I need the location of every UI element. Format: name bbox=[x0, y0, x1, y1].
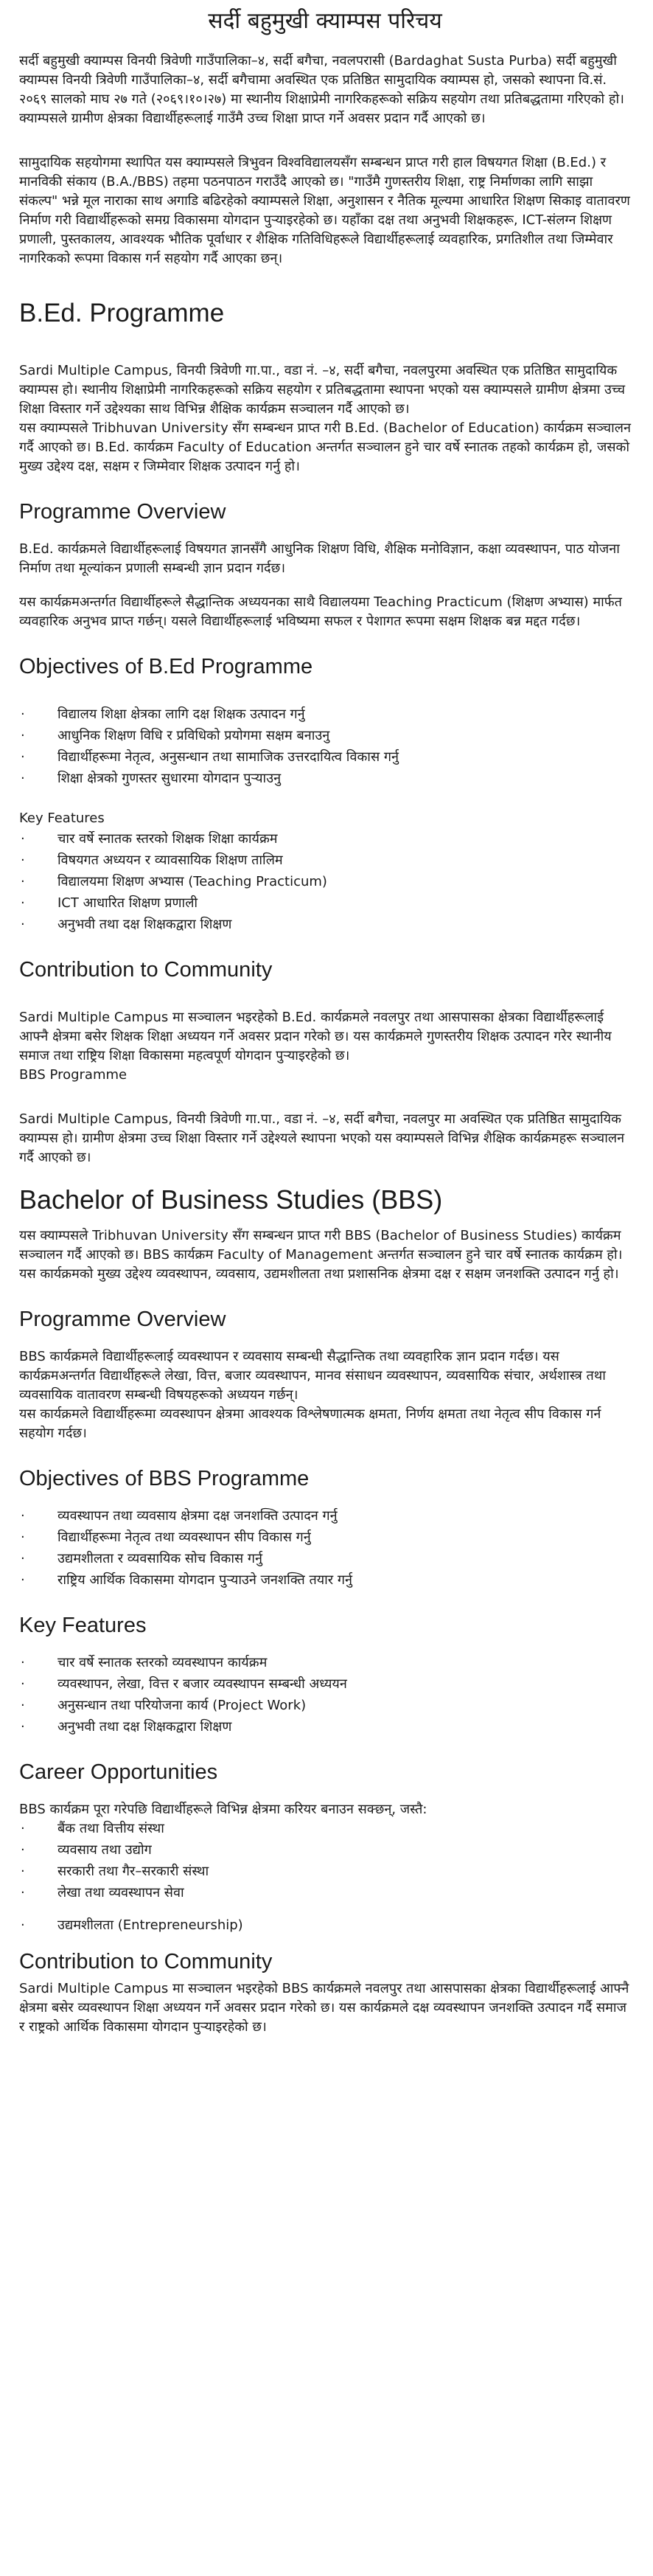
list-item: · आधुनिक शिक्षण विधि र प्रविधिको प्रयोगमा सक्षम बनाउनु bbox=[19, 726, 631, 746]
bullet-icon: · bbox=[21, 1719, 25, 1735]
list-item: · शिक्षा क्षेत्रको गुणस्तर सुधारमा योगदान पुऱ्याउनु bbox=[19, 769, 631, 788]
bed-features-label: Key Features bbox=[19, 810, 105, 826]
bullet-icon: · bbox=[21, 1551, 25, 1566]
bbs-intro-2: यस कार्यक्रमको मुख्य उद्देश्य व्यवस्थापन, व्यवसाय, उद्यमशीलता तथा प्रशासनिक क्षेत्रमा दक्ष र सक्षम जनशक्ति उत्पादन गर्नु हो। bbox=[19, 1266, 619, 1282]
bbs-objectives-list bbox=[19, 1507, 631, 1590]
bullet-icon: · bbox=[21, 728, 25, 743]
bbs-objectives-heading: Objectives of BBS Programme bbox=[19, 1467, 310, 1490]
bbs-career-intro: BBS कार्यक्रम पूरा गरेपछि विद्यार्थीहरूले विभिन्न क्षेत्रमा करियर बनाउन सक्छन्, जस्तै: bbox=[19, 1802, 427, 1817]
bullet-icon: · bbox=[21, 749, 25, 765]
list-item: · विद्यालय शिक्षा क्षेत्रका लागि दक्ष शिक्षक उत्पादन गर्नु bbox=[19, 705, 631, 724]
page-title: सर्दी बहुमुखी क्याम्पस परिचय bbox=[208, 8, 442, 34]
bbs-heading: Bachelor of Business Studies (BBS) bbox=[19, 1184, 443, 1215]
bbs-contribution-text: Sardi Multiple Campus मा सञ्चालन भइरहेको BBS कार्यक्रमले नवलपुर तथा आसपासका क्षेत्रका विद्यार्थीहरूलाई आफ्नै क्षेत्रमा बसेर व्यवस्थापन शिक्षा अध्ययन गर्ने अवसर प्रदान गरेको छ। यस कार्यक्रमले दक्ष व्यवस्थापन जनशक्ति उत्पादन गर्दै समाज र राष्ट्रको आर्थिक विकासमा योगदान पुऱ्याइरहेको छ। bbox=[19, 1981, 629, 2035]
bullet-icon: · bbox=[21, 1530, 25, 1545]
bbs-overview-1: BBS कार्यक्रमले विद्यार्थीहरूलाई व्यवस्थापन र व्यवसाय सम्बन्धी सैद्धान्तिक तथा व्यवहारिक ज्ञान प्रदान गर्दछ। यस कार्यक्रमअन्तर्गत विद्यार्थीहरूले लेखा, वित्त, बजार व्यवस्थापन, मानव संसाधन व्यवस्थापन, व्यवसायिक संचार, अर्थशास्त्र तथा व्यवसायिक वातावरण सम्बन्धी विषयहरूको अध्ययन गर्छन्। bbox=[19, 1349, 606, 1403]
list-item: · चार वर्षे स्नातक स्तरको शिक्षक शिक्षा कार्यक्रम bbox=[19, 830, 631, 849]
list-item: · अनुसन्धान तथा परियोजना कार्य (Project Work) bbox=[19, 1696, 631, 1715]
bbs-contribution-heading: Contribution to Community bbox=[19, 1950, 273, 1973]
bed-overview-1: B.Ed. कार्यक्रमले विद्यार्थीहरूलाई विषयगत ज्ञानसँगै आधुनिक शिक्षण विधि, शैक्षिक मनोविज्ञान, कक्षा व्यवस्थापन, पाठ योजना निर्माण तथा मूल्यांकन प्रणाली सम्बन्धी ज्ञान प्रदान गर्दछ। bbox=[19, 541, 620, 576]
list-item: · व्यवस्थापन, लेखा, वित्त र बजार व्यवस्थापन सम्बन्धी अध्ययन bbox=[19, 1675, 631, 1694]
bed-heading: B.Ed. Programme bbox=[19, 299, 225, 327]
list-item: · व्यवस्थापन तथा व्यवसाय क्षेत्रमा दक्ष जनशक्ति उत्पादन गर्नु bbox=[19, 1507, 631, 1526]
bed-overview-heading: Programme Overview bbox=[19, 500, 226, 524]
bullet-icon: · bbox=[21, 1698, 25, 1713]
list-item: · विषयगत अध्ययन र व्यावसायिक शिक्षण तालिम bbox=[19, 851, 631, 870]
list-item: · बैंक तथा वित्तीय संस्था bbox=[19, 1819, 631, 1839]
bullet-icon: · bbox=[21, 895, 25, 911]
bbs-features-list bbox=[19, 1653, 631, 1737]
intro-paragraph-1: सर्दी बहुमुखी क्याम्पस विनयी त्रिवेणी गाउँपालिका–४, सर्दी बगैचा, नवलपरासी (Bardaghat Susta Purba) सर्दी बहुमुखी क्याम्पस विनयी त्रिवेणी गाउँपालिका–४, सर्दी बगैचामा अवस्थित एक प्रतिष्ठित सामुदायिक क्याम्पस हो, जसको स्थापना वि.सं. २०६९ सालको माघ २७ गते (२०६९।१०।२७) मा स्थानीय शिक्षाप्रेमी नागरिकहरूको सक्रिय सहयोग तथा प्रतिबद्धतामा गरिएको हो। क्याम्पसले ग्रामीण क्षेत्रका विद्यार्थीहरूलाई गाउँमै उच्च शिक्षा प्राप्त गर्ने अवसर प्रदान गर्दै आएको छ। bbox=[19, 53, 624, 126]
bullet-icon: · bbox=[21, 1864, 25, 1879]
bed-contribution-text: Sardi Multiple Campus मा सञ्चालन भइरहेको B.Ed. कार्यक्रमले नवलपुर तथा आसपासका क्षेत्रका विद्यार्थीहरूलाई आफ्नै क्षेत्रमा बसेर शिक्षक शिक्षा अध्ययन गर्ने अवसर प्रदान गरेको छ। यस कार्यक्रमले गुणस्तरीय शिक्षक उत्पादन गरेर स्थानीय समाज तथा राष्ट्रिय शिक्षा विकासमा महत्वपूर्ण योगदान पुऱ्याइरहेको छ। bbox=[19, 1010, 612, 1063]
bullet-icon: · bbox=[21, 853, 25, 868]
bbs-intro-1: यस क्याम्पसले Tribhuvan University सँग सम्बन्धन प्राप्त गरी BBS (Bachelor of Business Studies) कार्यक्रम सञ्चालन गर्दै आएको छ। BBS कार्यक्रम Faculty of Management अन्तर्गत सञ्चालन हुने चार वर्षे स्नातक कार्यक्रम हो। bbox=[19, 1228, 623, 1263]
bullet-icon: · bbox=[21, 1821, 25, 1836]
bbs-career-list bbox=[19, 1819, 631, 1903]
bed-tail-paragraph: Sardi Multiple Campus, विनयी त्रिवेणी गा.पा., वडा नं. –४, सर्दी बगैचा, नवलपुर मा अवस्थित एक प्रतिष्ठित सामुदायिक क्याम्पस हो। ग्रामीण क्षेत्रमा उच्च शिक्षा विस्तार गर्ने उद्देश्यले स्थापना भएको यस क्याम्पसले विभिन्न शैक्षिक कार्यक्रमहरू सञ्चालन गर्दै आएको छ। bbox=[19, 1111, 625, 1165]
list-item: · अनुभवी तथा दक्ष शिक्षकद्वारा शिक्षण bbox=[19, 1718, 631, 1737]
bed-intro-1: Sardi Multiple Campus, विनयी त्रिवेणी गा.पा., वडा नं. –४, सर्दी बगैचा, नवलपुरमा अवस्थित एक प्रतिष्ठित सामुदायिक क्याम्पस हो। स्थानीय शिक्षाप्रेमी नागरिकहरूको सक्रिय सहयोग र प्रतिबद्धतामा स्थापना भएको यस क्याम्पसले ग्रामीण क्षेत्रमा उच्च शिक्षा विस्तार गर्ने उद्देश्यका साथ विभिन्न शैक्षिक कार्यक्रम सञ्चालन गर्दै आएको छ। bbox=[19, 363, 626, 417]
bed-overview-2: यस कार्यक्रमअन्तर्गत विद्यार्थीहरूले सैद्धान्तिक अध्ययनका साथै विद्यालयमा Teaching Practicum (शिक्षण अभ्यास) मार्फत व्यवहारिक अनुभव प्राप्त गर्छन्। यसले विद्यार्थीहरूलाई भविष्यमा सफल र पेशागत रूपमा सक्षम शिक्षक बन्न मद्दत गर्दछ। bbox=[19, 594, 622, 629]
list-item: · लेखा तथा व्यवस्थापन सेवा bbox=[19, 1884, 631, 1903]
bullet-icon: · bbox=[21, 917, 25, 932]
bullet-icon: · bbox=[21, 874, 25, 889]
list-item: · चार वर्षे स्नातक स्तरको व्यवस्थापन कार्यक्रम bbox=[19, 1653, 631, 1673]
list-item: · व्यवसाय तथा उद्योग bbox=[19, 1841, 631, 1860]
bullet-icon: · bbox=[21, 1572, 25, 1588]
bbs-overview-heading: Programme Overview bbox=[19, 1308, 226, 1331]
bed-objectives-list bbox=[19, 705, 631, 788]
list-item: · उद्यमशीलता र व्यवसायिक सोच विकास गर्नु bbox=[19, 1549, 631, 1569]
bullet-icon: · bbox=[21, 1842, 25, 1858]
bbs-overview-2: यस कार्यक्रमले विद्यार्थीहरूमा व्यवस्थापन क्षेत्रमा आवश्यक विश्लेषणात्मक क्षमता, निर्णय क्षमता तथा नेतृत्व सीप विकास गर्न सहयोग गर्दछ। bbox=[19, 1406, 601, 1441]
list-item: · राष्ट्रिय आर्थिक विकासमा योगदान पुऱ्याउने जनशक्ति तयार गर्नु bbox=[19, 1571, 631, 1590]
bbs-programme-label: BBS Programme bbox=[19, 1067, 128, 1083]
bed-objectives-heading: Objectives of B.Ed Programme bbox=[19, 655, 313, 678]
list-item: · ICT आधारित शिक्षण प्रणाली bbox=[19, 894, 631, 913]
bed-intro-2: यस क्याम्पसले Tribhuvan University सँग सम्बन्धन प्राप्त गरी B.Ed. (Bachelor of Education) कार्यक्रम सञ्चालन गर्दै आएको छ। B.Ed. कार्यक्रम Faculty of Education अन्तर्गत सञ्चालन हुने चार वर्षे स्नातक तहको कार्यक्रम हो, जसको मुख्य उद्देश्य दक्ष, सक्षम र जिम्मेवार शिक्षक उत्पादन गर्नु हो। bbox=[19, 420, 631, 474]
bullet-icon: · bbox=[21, 1655, 25, 1670]
list-item: · विद्यार्थीहरूमा नेतृत्व तथा व्यवस्थापन सीप विकास गर्नु bbox=[19, 1528, 631, 1547]
bed-contribution-heading: Contribution to Community bbox=[19, 958, 273, 982]
bbs-features-heading: Key Features bbox=[19, 1614, 147, 1637]
list-item: · अनुभवी तथा दक्ष शिक्षकद्वारा शिक्षण bbox=[19, 915, 631, 934]
bullet-icon: · bbox=[21, 1885, 25, 1900]
bbs-career-extra: · उद्यमशीलता (Entrepreneurship) bbox=[19, 1916, 631, 1935]
intro-paragraph-2: सामुदायिक सहयोगमा स्थापित यस क्याम्पसले त्रिभुवन विश्वविद्यालयसँग सम्बन्धन प्राप्त गरी हाल विषयगत शिक्षा (B.Ed.) र मानविकी संकाय (B.A./BBS) तहमा पठनपाठन गराउँदै आएको छ। "गाउँमै गुणस्तरीय शिक्षा, राष्ट्र निर्माणका लागि साझा संकल्प" भन्ने मूल नाराका साथ अगाडि बढिरहेको क्याम्पसले शिक्षा, अनुशासन र नैतिक मूल्यमा आधारित शिक्षण सिकाइ वातावरण निर्माण गरी विद्यार्थीहरूको समग्र विकासमा योगदान पुऱ्याइरहेको छ। यहाँका दक्ष तथा अनुभवी शिक्षकहरू, ICT-संलग्न शिक्षण प्रणाली, पुस्तकालय, आवश्यक भौतिक पूर्वाधार र शैक्षिक गतिविधिहरूले विद्यार्थीहरूलाई व्यवहारिक, प्रगतिशील तथा जिम्मेवार नागरिकको रूपमा विकास गर्न सहयोग गर्दै आएका छन्। bbox=[19, 155, 630, 266]
bbs-career-heading: Career Opportunities bbox=[19, 1760, 218, 1784]
list-item: · सरकारी तथा गैर–सरकारी संस्था bbox=[19, 1862, 631, 1881]
bullet-icon: · bbox=[21, 1917, 25, 1933]
bed-features-list bbox=[19, 830, 631, 934]
list-item: · विद्यालयमा शिक्षण अभ्यास (Teaching Practicum) bbox=[19, 872, 631, 892]
bullet-icon: · bbox=[21, 831, 25, 847]
bullet-icon: · bbox=[21, 1508, 25, 1524]
bullet-icon: · bbox=[21, 771, 25, 786]
bullet-icon: · bbox=[21, 707, 25, 722]
list-item: · विद्यार्थीहरूमा नेतृत्व, अनुसन्धान तथा सामाजिक उत्तरदायित्व विकास गर्नु bbox=[19, 748, 631, 767]
bullet-icon: · bbox=[21, 1676, 25, 1692]
